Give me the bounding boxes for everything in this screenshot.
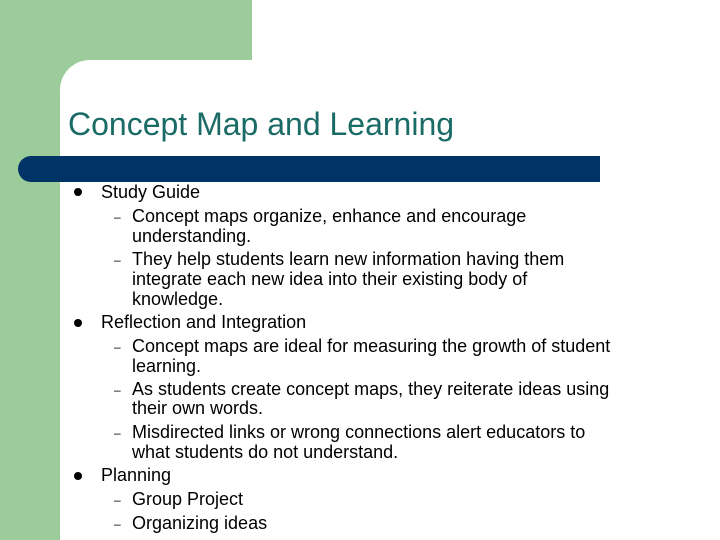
sub-item-line: Concept maps are ideal for measuring the growth of student [132,336,611,356]
bullet-dot [74,472,82,480]
sub-item-line: Misdirected links or wrong connections alert educators to [132,422,586,442]
section-heading: Planning [101,465,172,485]
dash-marker: – [114,210,121,224]
dash-marker: – [114,517,121,531]
bullet-dot [74,319,82,327]
sub-item-line: knowledge. [132,289,224,309]
sub-item-line: understanding. [132,226,252,246]
dash-marker: – [114,383,121,397]
sub-item-line: their own words. [132,398,264,418]
section-heading: Study Guide [101,182,201,202]
sub-item-line: learning. [132,356,202,376]
dash-marker: – [114,340,121,354]
dash-marker: – [114,426,121,440]
sub-item-line: They help students learn new information having them [132,249,565,269]
sub-item-line: what students do not understand. [132,442,399,462]
sub-item-line: Concept maps organize, enhance and encourage [132,206,527,226]
section-heading: Reflection and Integration [101,312,307,332]
sub-item-line: Organizing ideas [132,513,268,533]
sub-item-line: Group Project [132,489,244,509]
dash-marker: – [114,253,121,267]
slide-title: Concept Map and Learning [68,106,455,142]
sub-item-line: integrate each new idea into their existing body of [132,269,528,289]
bullet-dot [74,188,82,196]
dash-marker: – [114,493,121,507]
sub-item-line: As students create concept maps, they reiterate ideas using [132,379,610,399]
